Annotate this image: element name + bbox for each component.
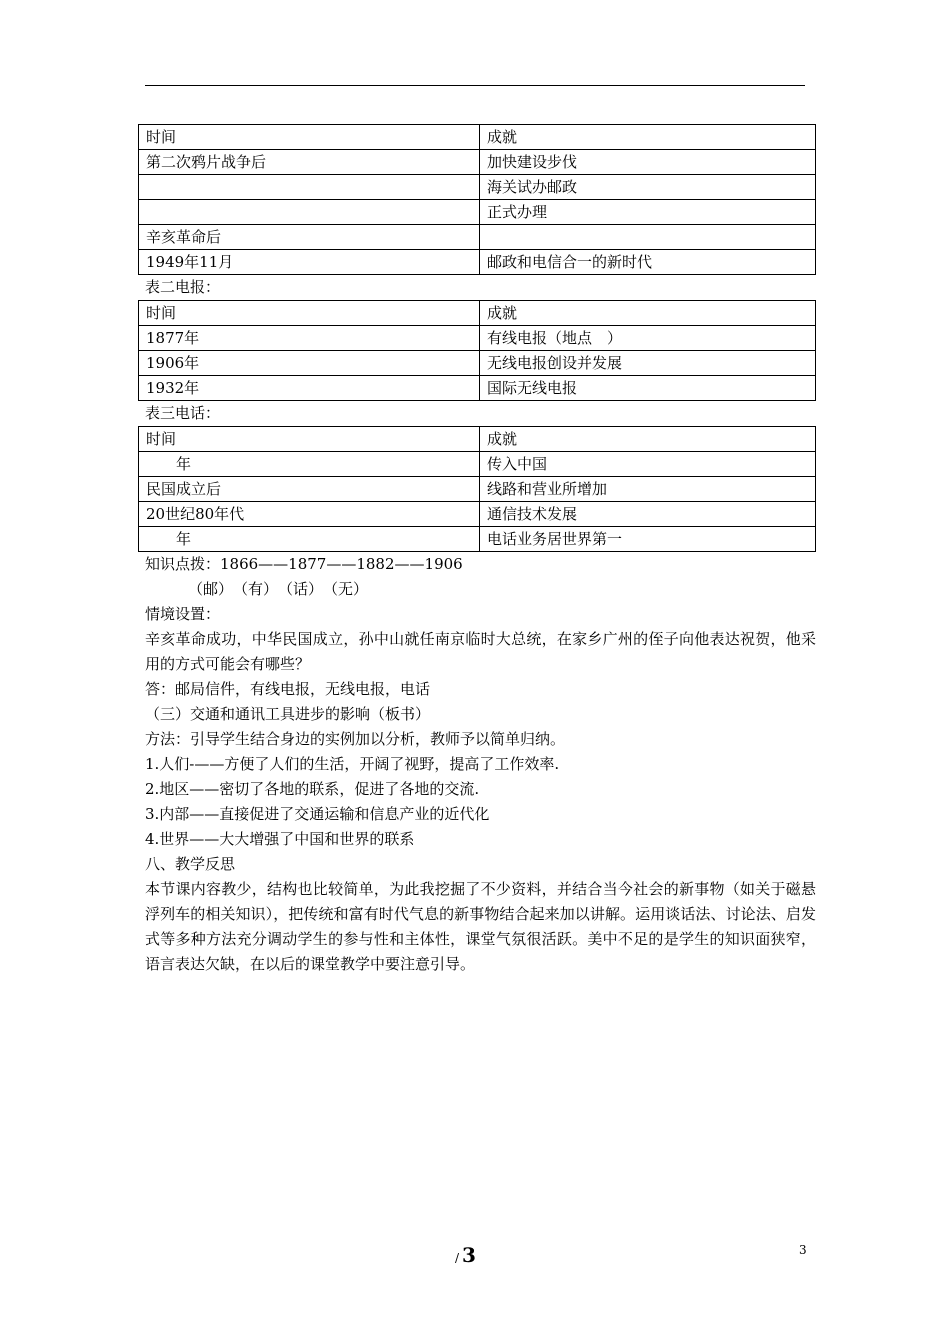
table-cell: 海关试办邮政: [480, 175, 816, 200]
page-number: [455, 1243, 476, 1267]
section-heading: （三）交通和通讯工具进步的影响（板书）: [145, 705, 431, 723]
reflection-heading: 八、教学反思: [145, 855, 236, 873]
reflection-text: 本节课内容教少，结构也比较简单，为此我挖掘了不少资料，并结合当今社会的新事物（如关于磁悬浮列车的相关知识），把传统和富有时代气息的新事物结合起来加以讲解。运用谈话法、讨论法、启发式等多种方法充分调动学生的参与性和主体性，课堂气氛很活跃。美中不足的是学生的知识面狭窄，语言表达欠缺，在以后的课堂教学中要注意引导。: [145, 880, 816, 973]
method-text: 方法：引导学生结合身边的实例加以分析，教师予以简单归纳。: [145, 730, 566, 748]
table-row: [139, 150, 816, 175]
table-row: [139, 502, 816, 527]
table-cell: 电话业务居世界第一: [480, 527, 816, 552]
table-row: [139, 250, 816, 275]
table-header-row: [139, 125, 816, 150]
table-cell: 传入中国: [480, 452, 816, 477]
table-cell: 国际无线电报: [480, 376, 816, 401]
telegraph-table-title: 表二电报：: [145, 278, 221, 296]
table-header-cell: 时间: [139, 427, 480, 452]
table-cell: 无线电报创设并发展: [480, 351, 816, 376]
document-body: [138, 124, 816, 977]
table-cell: 20世纪80年代: [139, 502, 480, 527]
table-header-cell: 成就: [480, 427, 816, 452]
knowledge-labels: （邮） （有） （话） （无）: [188, 580, 369, 598]
header-rule: [145, 85, 805, 86]
list-item: 2.地区——密切了各地的联系，促进了各地的交流.: [145, 780, 480, 798]
table-cell: 年: [139, 452, 480, 477]
table-cell: 线路和营业所增加: [480, 477, 816, 502]
table-row: [139, 200, 816, 225]
table-cell: [139, 200, 480, 225]
table-header-row: [139, 301, 816, 326]
table-header-cell: 时间: [139, 301, 480, 326]
table-header-cell: 成就: [480, 125, 816, 150]
table-cell: 1949年11月: [139, 250, 480, 275]
table-cell: 辛亥革命后: [139, 225, 480, 250]
telephone-table-title: 表三电话：: [145, 404, 221, 422]
telegraph-table: [138, 300, 816, 401]
table-row: [139, 351, 816, 376]
table-row: [139, 175, 816, 200]
table-row: [139, 527, 816, 552]
list-item: 3.内部——直接促进了交通运输和信息产业的近代化: [145, 805, 490, 823]
table-cell: 1906年: [139, 351, 480, 376]
answer-text: 答：邮局信件，有线电报，无线电报，电话: [145, 680, 431, 698]
table-header-row: [139, 427, 816, 452]
table-cell: 有线电报（地点 ）: [480, 326, 816, 351]
scenario-title: 情境设置：: [145, 605, 221, 623]
table-header-cell: 成就: [480, 301, 816, 326]
table-cell: [139, 175, 480, 200]
knowledge-tip: 知识点拨：1866——1877——1882——1906: [145, 555, 463, 573]
corner-page-number: 3: [799, 1243, 807, 1257]
table-cell: [480, 225, 816, 250]
table-row: [139, 452, 816, 477]
table-row: [139, 225, 816, 250]
table-cell: 1877年: [139, 326, 480, 351]
table-cell: 民国成立后: [139, 477, 480, 502]
postal-table: [138, 124, 816, 275]
table-row: [139, 477, 816, 502]
table-row: [139, 326, 816, 351]
scenario-text: 辛亥革命成功，中华民国成立，孙中山就任南京临时大总统，在家乡广州的侄子向他表达祝贺，他采用的方式可能会有哪些？: [145, 630, 816, 673]
telephone-table: [138, 426, 816, 552]
list-item: 1.人们-——方便了人们的生活，开阔了视野，提高了工作效率.: [145, 755, 560, 773]
page-separator: /: [455, 1251, 460, 1265]
table-cell: 邮政和电信合一的新时代: [480, 250, 816, 275]
page-total: 3: [462, 1243, 476, 1267]
table-cell: 通信技术发展: [480, 502, 816, 527]
list-item: 4.世界——大大增强了中国和世界的联系: [145, 830, 415, 848]
table-cell: 1932年: [139, 376, 480, 401]
table-row: [139, 376, 816, 401]
table-header-cell: 时间: [139, 125, 480, 150]
table-cell: 年: [139, 527, 480, 552]
table-cell: 正式办理: [480, 200, 816, 225]
table-cell: 第二次鸦片战争后: [139, 150, 480, 175]
table-cell: 加快建设步伐: [480, 150, 816, 175]
